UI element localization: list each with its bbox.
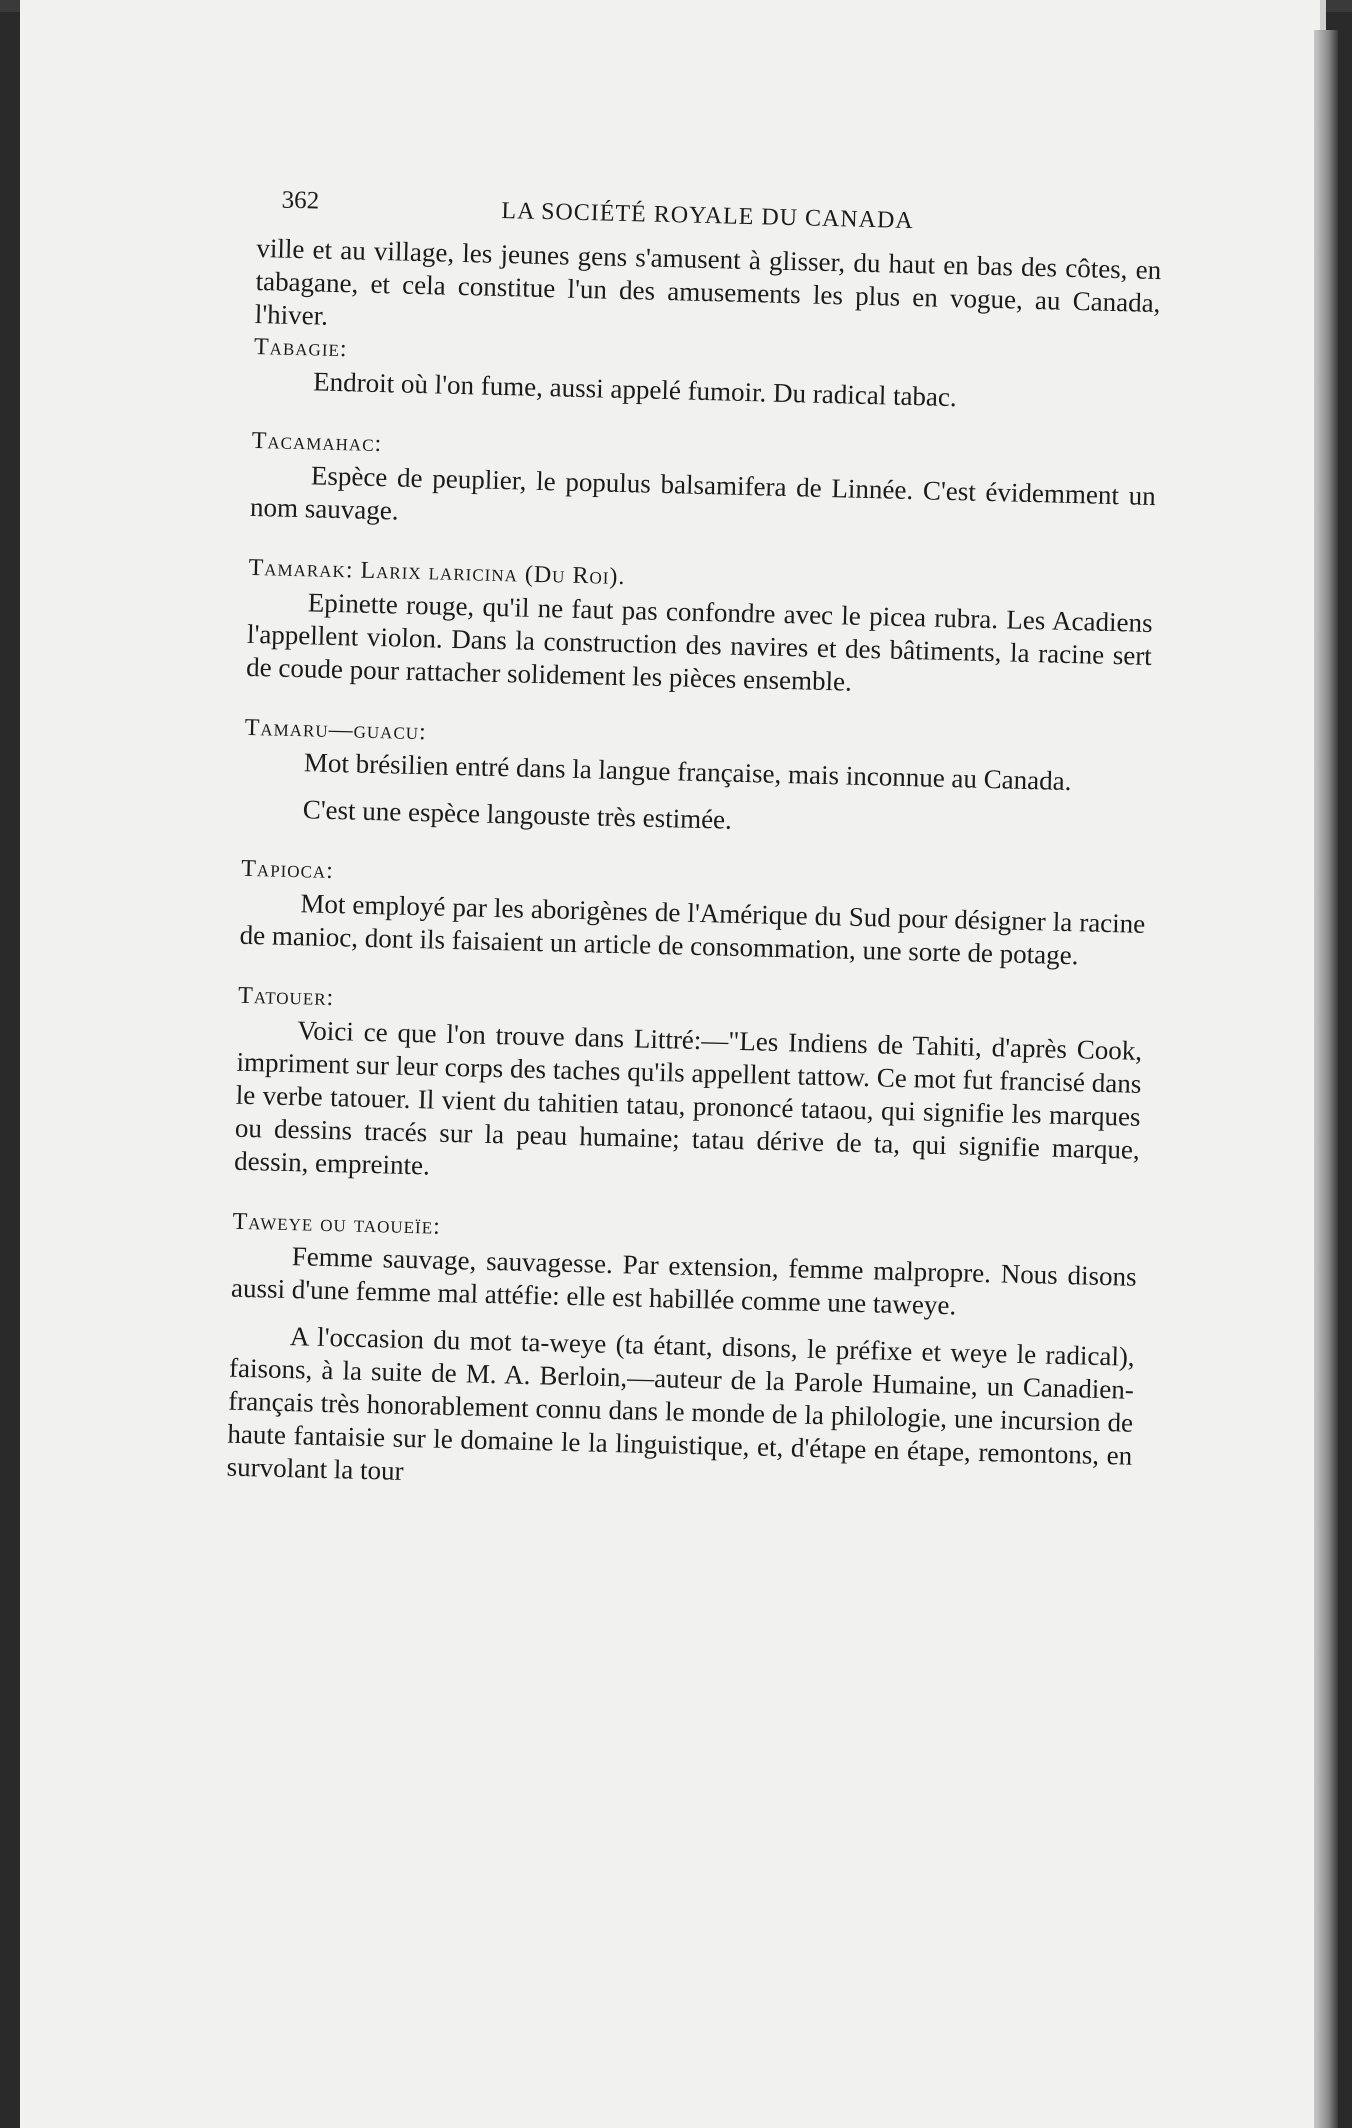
- headword-tapioca: Tapioca:: [240, 855, 335, 885]
- page-number: 362: [281, 186, 320, 215]
- headword-tabagie: Tabagie:: [253, 333, 348, 363]
- entry-tacamahac: [250, 425, 1157, 546]
- definition-tacamahac: Espèce de peuplier, le populus balsamifera de Linnée. C'est évidemment un nom sauvage.: [249, 460, 1157, 526]
- headword-tacamahac: Tacamahac:: [251, 427, 383, 458]
- entry-tapioca: [239, 853, 1146, 974]
- definition-tamarak: Epinette rouge, qu'il ne faut pas confondre avec le picea rubra. Les Acadiens l'appellent violon. Dans la construction des navires et des bâtiments, la racine sert de coude pour rattacher solidement les pièces ensemble.: [245, 587, 1153, 697]
- entry-tamarak: [246, 552, 1154, 706]
- definition-taweye-1: Femme sauvage, sauvagesse. Par extension, femme malpropre. Nous disons aussi d'une femme mal attéfie: elle est habillée comme une taweye.: [230, 1241, 1137, 1321]
- definition-tamaru-guacu-1: Mot brésilien entré dans la langue française, mais inconnue au Canada.: [303, 747, 1072, 797]
- intro-paragraph: ville et au village, les jeunes gens s'amusent à glisser, du haut en bas des côtes, en tabagane, et cela constitue l'un des amusements les plus en vogue, au Canada, l'hiver.: [254, 232, 1162, 331]
- entry-tatouer: [234, 980, 1144, 1200]
- definition-taweye-2: A l'occasion du mot ta-weye (ta étant, disons, le préfixe et weye le radical), faisons, à la suite de M. A. Berloin,—auteur de la Parole Humaine, un Canadien-français très honorablement connu dans le monde de la philologie, une incursion de haute fantaisie sur le domaine le la linguistique, et, d'étape en étape, remontons, en survolant la tour: [226, 1321, 1136, 1486]
- headword-taweye: Taweye ou taoueïe:: [232, 1208, 442, 1240]
- definition-tabagie: Endroit où l'on fume, aussi appelé fumoir. Du radical tabac.: [312, 366, 958, 413]
- entry-tamaru-guacu: [242, 712, 1149, 847]
- headword-tamaru-guacu: Tamaru—guacu:: [244, 714, 428, 746]
- running-title: LA SOCIÉTÉ ROYALE DU CANADA: [501, 197, 914, 235]
- headword-tatouer: Tatouer:: [237, 982, 335, 1012]
- definition-tapioca: Mot employé par les aborigènes de l'Amérique du Sud pour désigner la racine de manioc, dont ils faisaient un article de consommation, une sorte de potage.: [239, 888, 1146, 971]
- definition-tamaru-guacu-2: C'est une espèce langouste très estimée.: [302, 794, 733, 835]
- headword-tamarak: Tamarak: Larix laricina (Du Roi).: [248, 554, 626, 591]
- entry-taweye: [226, 1206, 1138, 1506]
- page-content: [226, 186, 1162, 1506]
- page-edge-shadow: [1314, 30, 1338, 2128]
- definition-tatouer: Voici ce que l'on trouve dans Littré:—"Les Indiens de Tahiti, d'après Cook, impriment sur leur corps des taches qu'ils appellent tattow. Ce mot fut francisé dans le verbe tatouer. Il vient du tahitien tatau, prononcé tataou, qui signifie les marques ou dessins tracés sur la peau humaine; tatau dérive de ta, qui signifie marque, dessin, empreinte.: [233, 1015, 1143, 1181]
